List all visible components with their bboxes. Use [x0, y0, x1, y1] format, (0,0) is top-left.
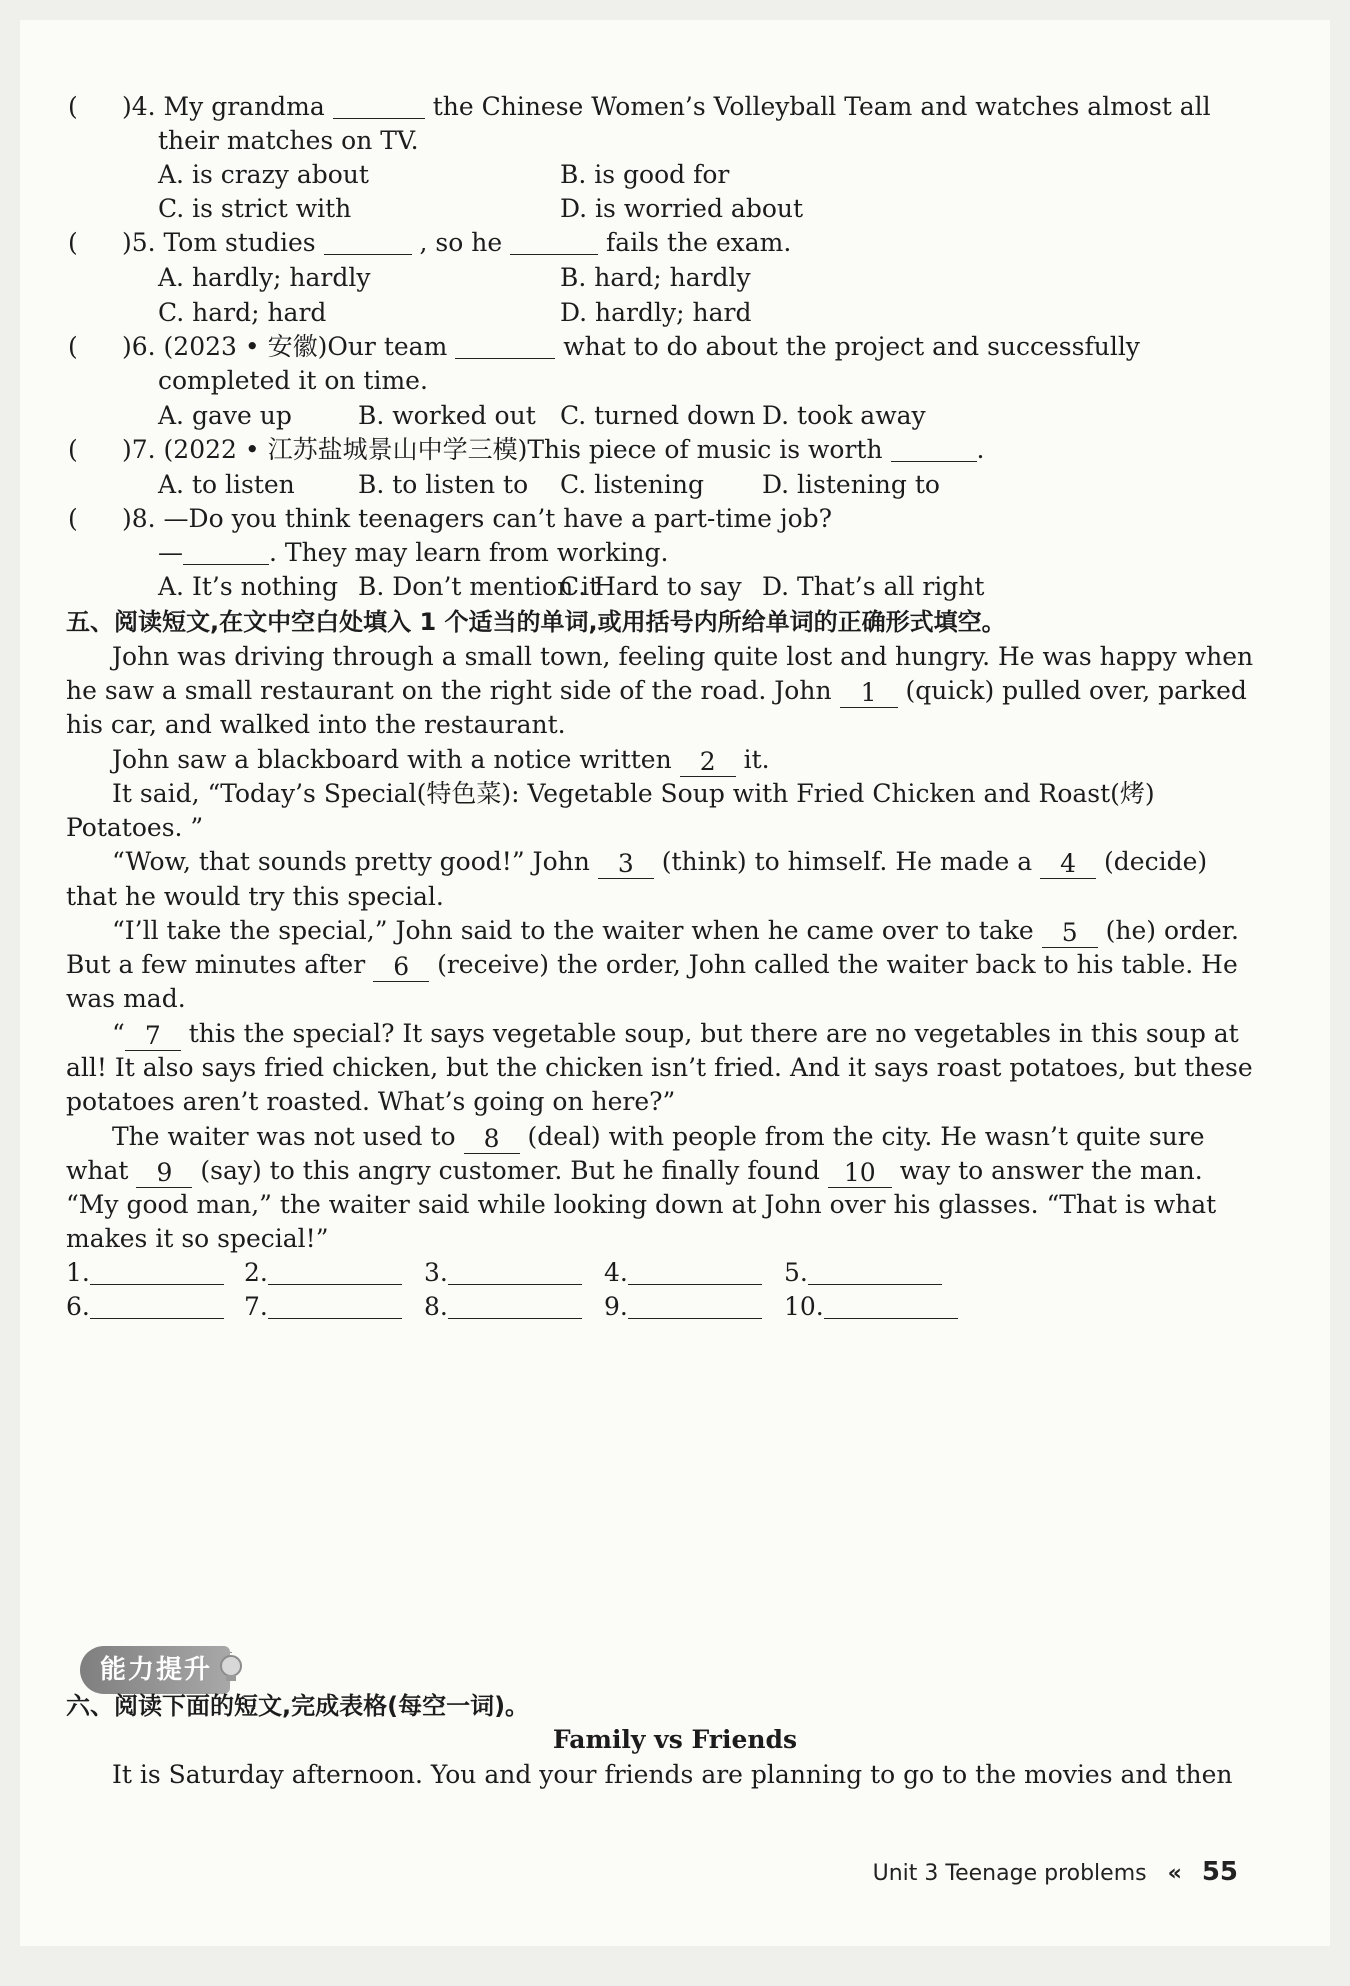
- option: C. Hard to say: [560, 572, 742, 601]
- passage-line: “ 7 this the special? It says vegetable soup, but there are no vegetables in this soup at: [112, 1019, 1239, 1050]
- unit-label: Unit 3: [872, 1861, 939, 1886]
- passage-line: John saw a blackboard with a notice written 2 it.: [112, 745, 770, 776]
- blank-3: 3: [598, 850, 654, 879]
- answer-blank: [891, 435, 977, 462]
- option: B. hard; hardly: [560, 263, 751, 292]
- answer-blank: [324, 228, 412, 255]
- passage-line: he saw a small restaurant on the right side of the road. John 1 (quick) pulled over, parked: [66, 676, 1247, 707]
- passage-line: “Wow, that sounds pretty good!” John 3 (think) to himself. He made a 4 (decide): [112, 847, 1208, 878]
- option: A. It’s nothing: [158, 572, 338, 601]
- option: B. is good for: [560, 160, 730, 189]
- answer-line: 6.: [66, 1286, 224, 1328]
- passage-line: was mad.: [66, 984, 186, 1013]
- passage-line: The waiter was not used to 8 (deal) with people from the city. He wasn’t quite sure: [112, 1122, 1205, 1153]
- option: D. listening to: [762, 470, 940, 499]
- option: C. hard; hard: [158, 298, 327, 327]
- unit-topic: Teenage problems: [945, 1861, 1147, 1886]
- passage-line: makes it so special!”: [66, 1224, 329, 1253]
- blank-2: 2: [680, 748, 736, 777]
- option: D. took away: [762, 401, 926, 430]
- answer-paren: (: [68, 228, 78, 257]
- section-5-heading: 五、阅读短文,在文中空白处填入 1 个适当的单词,或用括号内所给单词的正确形式填空。: [66, 608, 1006, 636]
- passage-line: his car, and walked into the restaurant.: [66, 710, 566, 739]
- question-4-cont: their matches on TV.: [158, 126, 419, 155]
- question-8: )8. —Do you think teenagers can’t have a part-time job?: [122, 504, 833, 533]
- option: D. That’s all right: [762, 572, 985, 601]
- option: D. hardly; hard: [560, 298, 752, 327]
- question-7: )7. (2022 • 江苏盐城景山中学三模)This piece of music is worth .: [122, 435, 985, 464]
- blank-9: 9: [136, 1159, 192, 1188]
- ability-banner: 能力提升: [80, 1646, 230, 1694]
- answer-line: 3.: [424, 1252, 582, 1294]
- answer-line: 7.: [244, 1286, 402, 1328]
- passage-line: all! It also says fried chicken, but the chicken isn’t fried. And it says roast potatoes, but these: [66, 1053, 1253, 1082]
- passage-line: It said, “Today’s Special(特色菜): Vegetable Soup with Fried Chicken and Roast(烤): [112, 779, 1155, 808]
- answer-line: 4.: [604, 1252, 762, 1294]
- question-6-cont: completed it on time.: [158, 366, 428, 395]
- passage-line: potatoes aren’t roasted. What’s going on here?”: [66, 1087, 676, 1116]
- answer-line: 10.: [784, 1286, 958, 1328]
- answer-blank: [510, 228, 598, 255]
- lightbulb-icon: [214, 1652, 248, 1686]
- passage-line: It is Saturday afternoon. You and your friends are planning to go to the movies and then: [112, 1760, 1233, 1789]
- option: B. worked out: [358, 401, 536, 430]
- option: A. hardly; hardly: [158, 263, 371, 292]
- answer-line: 1.: [66, 1252, 224, 1294]
- answer-paren: (: [68, 332, 78, 361]
- question-8-reply: — . They may learn from working.: [158, 538, 669, 567]
- question-6: )6. (2023 • 安徽)Our team what to do about the project and successfully: [122, 332, 1140, 361]
- section-6-heading: 六、阅读下面的短文,完成表格(每空一词)。: [66, 1692, 530, 1720]
- answer-blank: [183, 538, 269, 565]
- option: A. gave up: [158, 401, 292, 430]
- answer-paren: (: [68, 435, 78, 464]
- passage-line: “My good man,” the waiter said while looking down at John over his glasses. “That is what: [66, 1190, 1217, 1219]
- chevron-left-icon: «: [1167, 1861, 1179, 1886]
- passage-line: John was driving through a small town, feeling quite lost and hungry. He was happy when: [112, 642, 1254, 671]
- option: C. listening: [560, 470, 704, 499]
- blank-7: 7: [125, 1022, 181, 1051]
- option: A. is crazy about: [158, 160, 369, 189]
- answer-line: 5.: [784, 1252, 942, 1294]
- option: C. is strict with: [158, 194, 352, 223]
- blank-5: 5: [1042, 919, 1098, 948]
- answer-line: 2.: [244, 1252, 402, 1294]
- answer-blank: [455, 332, 555, 359]
- page-number: 55: [1201, 1857, 1238, 1887]
- answer-line: 9.: [604, 1286, 762, 1328]
- option: C. turned down: [560, 401, 756, 430]
- passage-line: what 9 (say) to this angry customer. But he finally found 10 way to answer the man.: [66, 1156, 1203, 1187]
- answer-line: 8.: [424, 1286, 582, 1328]
- workbook-page: [20, 20, 1330, 1946]
- passage-line: But a few minutes after 6 (receive) the order, John called the waiter back to his table. He: [66, 950, 1238, 981]
- option: B. Don’t mention it: [358, 572, 600, 601]
- answer-blank: [333, 92, 425, 119]
- passage-line: Potatoes. ”: [66, 813, 204, 842]
- blank-1: 1: [840, 679, 898, 708]
- answer-paren: (: [68, 92, 78, 121]
- blank-10: 10: [828, 1159, 892, 1188]
- page-footer: [873, 1852, 1238, 1894]
- option: B. to listen to: [358, 470, 529, 499]
- question-4: )4. My grandma the Chinese Women’s Volleyball Team and watches almost all: [122, 92, 1211, 121]
- passage-line: “I’ll take the special,” John said to the waiter when he came over to take 5 (he) order.: [112, 916, 1239, 947]
- option: D. is worried about: [560, 194, 804, 223]
- passage-line: that he would try this special.: [66, 882, 444, 911]
- blank-8: 8: [464, 1125, 520, 1154]
- passage-title: Family vs Friends: [552, 1725, 798, 1754]
- question-5: )5. Tom studies , so he fails the exam.: [122, 228, 792, 257]
- blank-6: 6: [373, 953, 429, 982]
- answer-paren: (: [68, 504, 78, 533]
- blank-4: 4: [1040, 850, 1096, 879]
- option: A. to listen: [158, 470, 295, 499]
